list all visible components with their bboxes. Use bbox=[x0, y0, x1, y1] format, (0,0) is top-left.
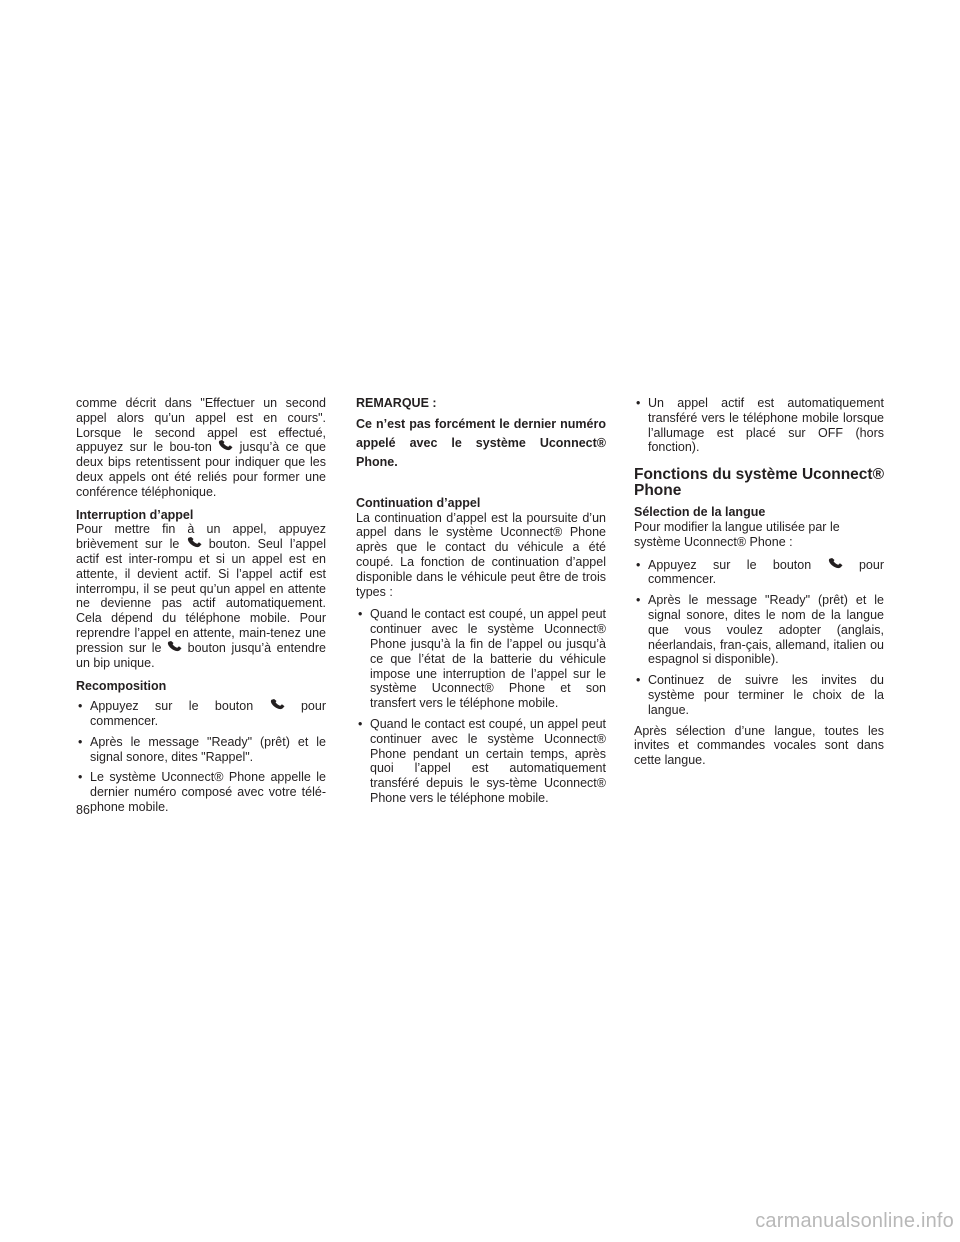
column-right bbox=[634, 396, 884, 768]
watermark: carmanualsonline.info bbox=[755, 1210, 954, 1232]
list-recomposition bbox=[76, 699, 326, 815]
list-item: • Le système Uconnect® Phone appelle le dernier numéro composé avec votre télé-phone mobile. bbox=[78, 770, 326, 814]
heading-interruption: Interruption d’appel bbox=[76, 507, 194, 522]
list-item: • Quand le contact est coupé, un appel peut continuer avec le système Uconnect® Phone pendant un certain temps, après quoi l’appel est automatiquement transféré depuis le sys-tème Uconnect® Phone vers le téléphone mobile. bbox=[358, 716, 606, 805]
note-heading: REMARQUE : bbox=[356, 396, 437, 410]
bullet: • bbox=[358, 716, 363, 731]
bullet: • bbox=[358, 607, 363, 622]
paragraph-interruption: Pour mettre fin à un appel, appuyez brièvement sur le bouton. Seul l’appel actif est inter-rompu et si un appel est en attente, il devient actif. Si l’appel actif est interrompu, il se peut qu’un appel en attente ne devienne pas actif automatiquement. Cela dépend du téléphone mobile. Pour reprendre l’appel en attente, main-tenez une pression sur le bouton jusqu’à entendre un bip unique. bbox=[76, 522, 326, 670]
heading-recomposition: Recomposition bbox=[76, 679, 167, 694]
paragraph-continuation: La continuation d’appel est la poursuite d’un appel dans le système Uconnect® Phone après que le contact du véhicule a été coupé. La fonction de continuation d’appel disponible dans le véhicule peut être de trois types : bbox=[356, 510, 606, 599]
list-item: • Continuez de suivre les invites du système pour terminer le choix de la langue. bbox=[636, 673, 884, 717]
list-item: • Quand le contact est coupé, un appel peut continuer avec le système Uconnect® Phone jusqu’à la fin de l’appel ou jusqu’à ce que l’état de la batterie du véhicule impose une interruption de l’appel sur le système Uconnect® Phone et son transfert vers le téléphone mobile. bbox=[358, 607, 606, 711]
list-item: • Appuyez sur le bouton pour commencer. bbox=[636, 557, 884, 587]
heading-language: Sélection de la langue bbox=[634, 505, 766, 520]
bullet: • bbox=[78, 734, 83, 749]
list-continuation-cont bbox=[634, 396, 884, 455]
list-continuation bbox=[356, 607, 606, 805]
phone-handset-icon bbox=[828, 558, 843, 569]
list-item: • Après le message "Ready" (prêt) et le signal sonore, dites "Rappel". bbox=[78, 734, 326, 764]
page-number: 86 bbox=[76, 803, 90, 817]
section-title: Fonctions du système Uconnect® Phone bbox=[634, 466, 884, 500]
paragraph-language: Pour modifier la langue utilisée par le système Uconnect® Phone : bbox=[634, 519, 840, 549]
list-item: • Appuyez sur le bouton pour commencer. bbox=[78, 699, 326, 728]
bullet: • bbox=[636, 673, 641, 688]
column-left bbox=[76, 396, 326, 821]
phone-handset-icon bbox=[167, 641, 182, 652]
bullet: • bbox=[636, 593, 641, 608]
phone-handset-icon bbox=[187, 537, 202, 548]
phone-handset-icon bbox=[270, 699, 285, 710]
list-item: • Après le message "Ready" (prêt) et le signal sonore, dites le nom de la langue que vous voulez adopter (anglais, néerlandais, fran-çais, allemand, italien ou espagnol si disponible). bbox=[636, 593, 884, 667]
bullet: • bbox=[78, 699, 83, 714]
note-body: Ce n’est pas forcément le dernier numéro appelé avec le système Uconnect® Phone. bbox=[356, 416, 606, 469]
phone-handset-icon bbox=[218, 440, 233, 451]
paragraph-language-result: Après sélection d’une langue, toutes les invites et commandes vocales sont dans cette langue. bbox=[634, 723, 884, 768]
bullet: • bbox=[636, 396, 641, 410]
list-item: • Un appel actif est automatiquement transféré vers le téléphone mobile lorsque l’allumage est placé sur OFF (hors fonction). bbox=[636, 396, 884, 455]
paragraph-conference: comme décrit dans "Effectuer un second appel alors qu’un appel est en cours". Lorsque le second appel est effectué, appuyez sur le bou-ton jusqu’à ce que deux bips retentissent pour indiquer que les deux appels ont été reliés pour former une conférence téléphonique. bbox=[76, 396, 326, 499]
bullet: • bbox=[636, 557, 641, 572]
list-language bbox=[634, 558, 884, 718]
bullet: • bbox=[78, 770, 83, 785]
heading-continuation: Continuation d’appel bbox=[356, 495, 481, 510]
column-middle bbox=[356, 396, 606, 812]
